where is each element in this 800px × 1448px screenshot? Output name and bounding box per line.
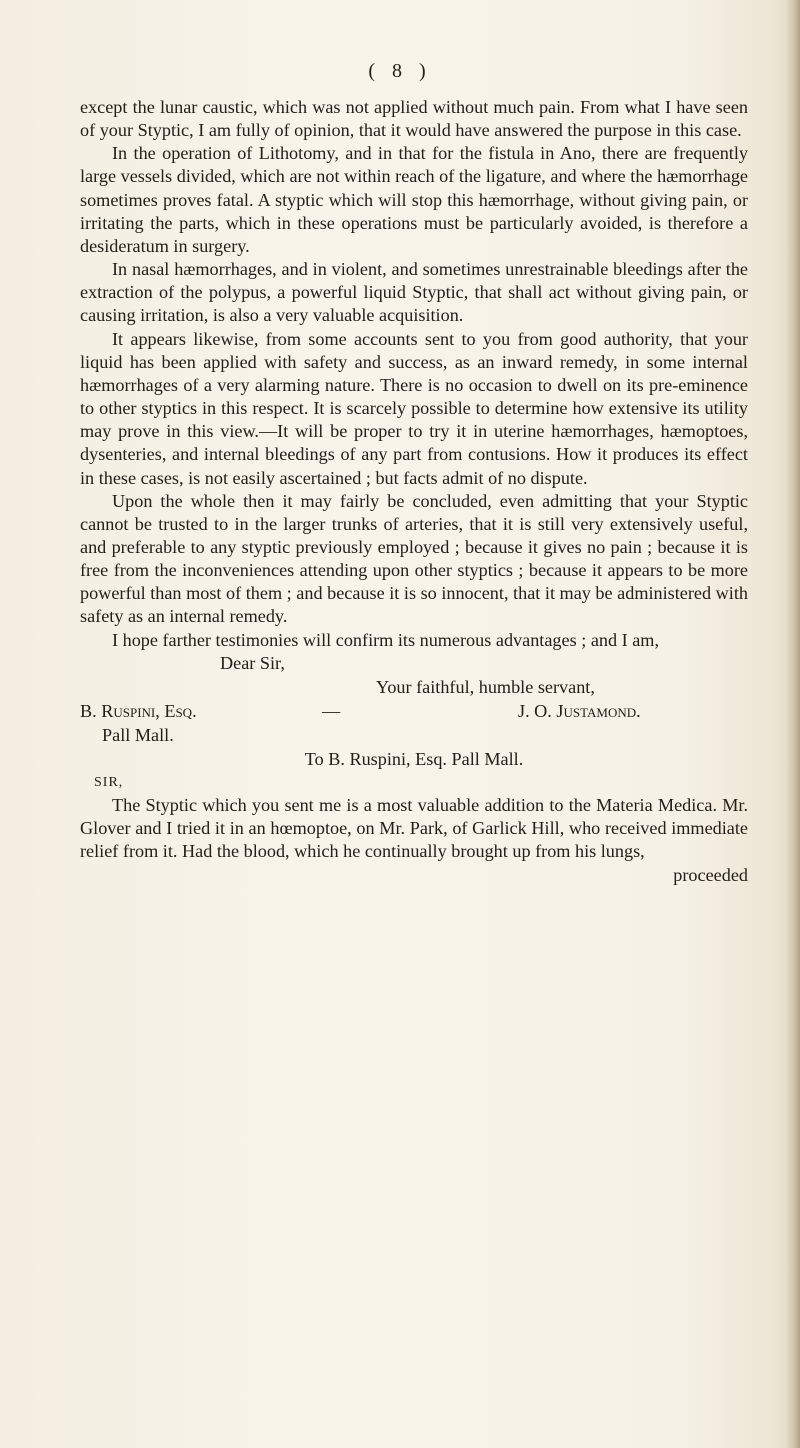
- signature-line: [80, 700, 748, 724]
- second-letter-address: To B. Ruspini, Esq. Pall Mall.: [304, 748, 524, 769]
- paragraph-continued: except the lunar caustic, which was not applied without much pain. From what I have seen of your Styptic, I am fully of opinion, that it would have answered the purpose in this case.: [80, 97, 748, 141]
- paragraph-internal-use: It appears likewise, from some accounts sent to you from good authority, that your liquid has been applied with safety and success, as an inward remedy, in some internal hæmorrhages of a very alarming nature. There is no occasion to dwell on its pre-eminence to other styptics in this respect. It is scarcely possible to determine how extensive its utility may prove in this view.—It will be proper to try it in uterine hæmorrhages, hæmoptoes, dysenteries, and internal bleedings of any part from contusions. How it produces its effect in these cases, is not easily ascertained ; but facts admit of no dispute.: [80, 328, 748, 488]
- paragraph-conclusion: Upon the whole then it may fairly be concluded, even admitting that your Styptic cannot be trusted to in the larger trunks of arteries, that it is still very extensively useful, and preferable to any styptic previously employed ; because it gives no pain ; because it is free from the inconveniences attending upon other styptics ; because it appears to be more powerful than most of them ; and because it is so innocent, that it may be administered with safety as an internal remedy.: [80, 490, 748, 627]
- complimentary-line: [80, 676, 748, 700]
- signature-dash: —: [322, 700, 341, 721]
- closing-salutation: Dear Sir,: [220, 652, 285, 673]
- complimentary-close: Your faithful, humble servant,: [376, 676, 595, 697]
- paragraph-lithotomy: In the operation of Lithotomy, and in that for the fistula in Ano, there are frequently large vessels divided, which are not within reach of the ligature, and where the hæmorrhage sometimes proves fatal. A styptic which will stop this hæmorrhage, without giving pain, or irritating the parts, which in these operations must be particularly avoided, is therefore a desideratum in surgery.: [80, 143, 748, 256]
- page-edge-shadow: [786, 0, 800, 1448]
- recipient-name: B. Ruspini, Esq.: [80, 700, 197, 721]
- body-text: [80, 96, 748, 887]
- salutation-line: [80, 652, 748, 676]
- page-number: ( 8 ): [368, 60, 432, 82]
- catchword: proceeded: [673, 864, 748, 885]
- signature-name: J. O. Justamond.: [518, 700, 641, 721]
- paragraph-closing: I hope farther testimonies will confirm its numerous advantages ; and I am,: [112, 629, 659, 650]
- recipient-place: Pall Mall.: [102, 724, 174, 745]
- second-letter-salutation: SIR,: [94, 774, 124, 790]
- recipient-place-line: [80, 724, 748, 748]
- paragraph-nasal: In nasal hæmorrhages, and in violent, and sometimes unrestrainable bleedings after the extraction of the polypus, a powerful liquid Styptic, that shall act without giving pain, or causing irritation, is also a very valuable acquisition.: [80, 259, 748, 326]
- second-letter-text: The Styptic which you sent me is a most valuable addition to the Materia Medica. Mr. Glover and I tried it in an hœmoptoe, on Mr. Park, of Garlick Hill, who received immediate relief from it. Had the blood, which he continually brought up from his lungs,: [80, 795, 748, 862]
